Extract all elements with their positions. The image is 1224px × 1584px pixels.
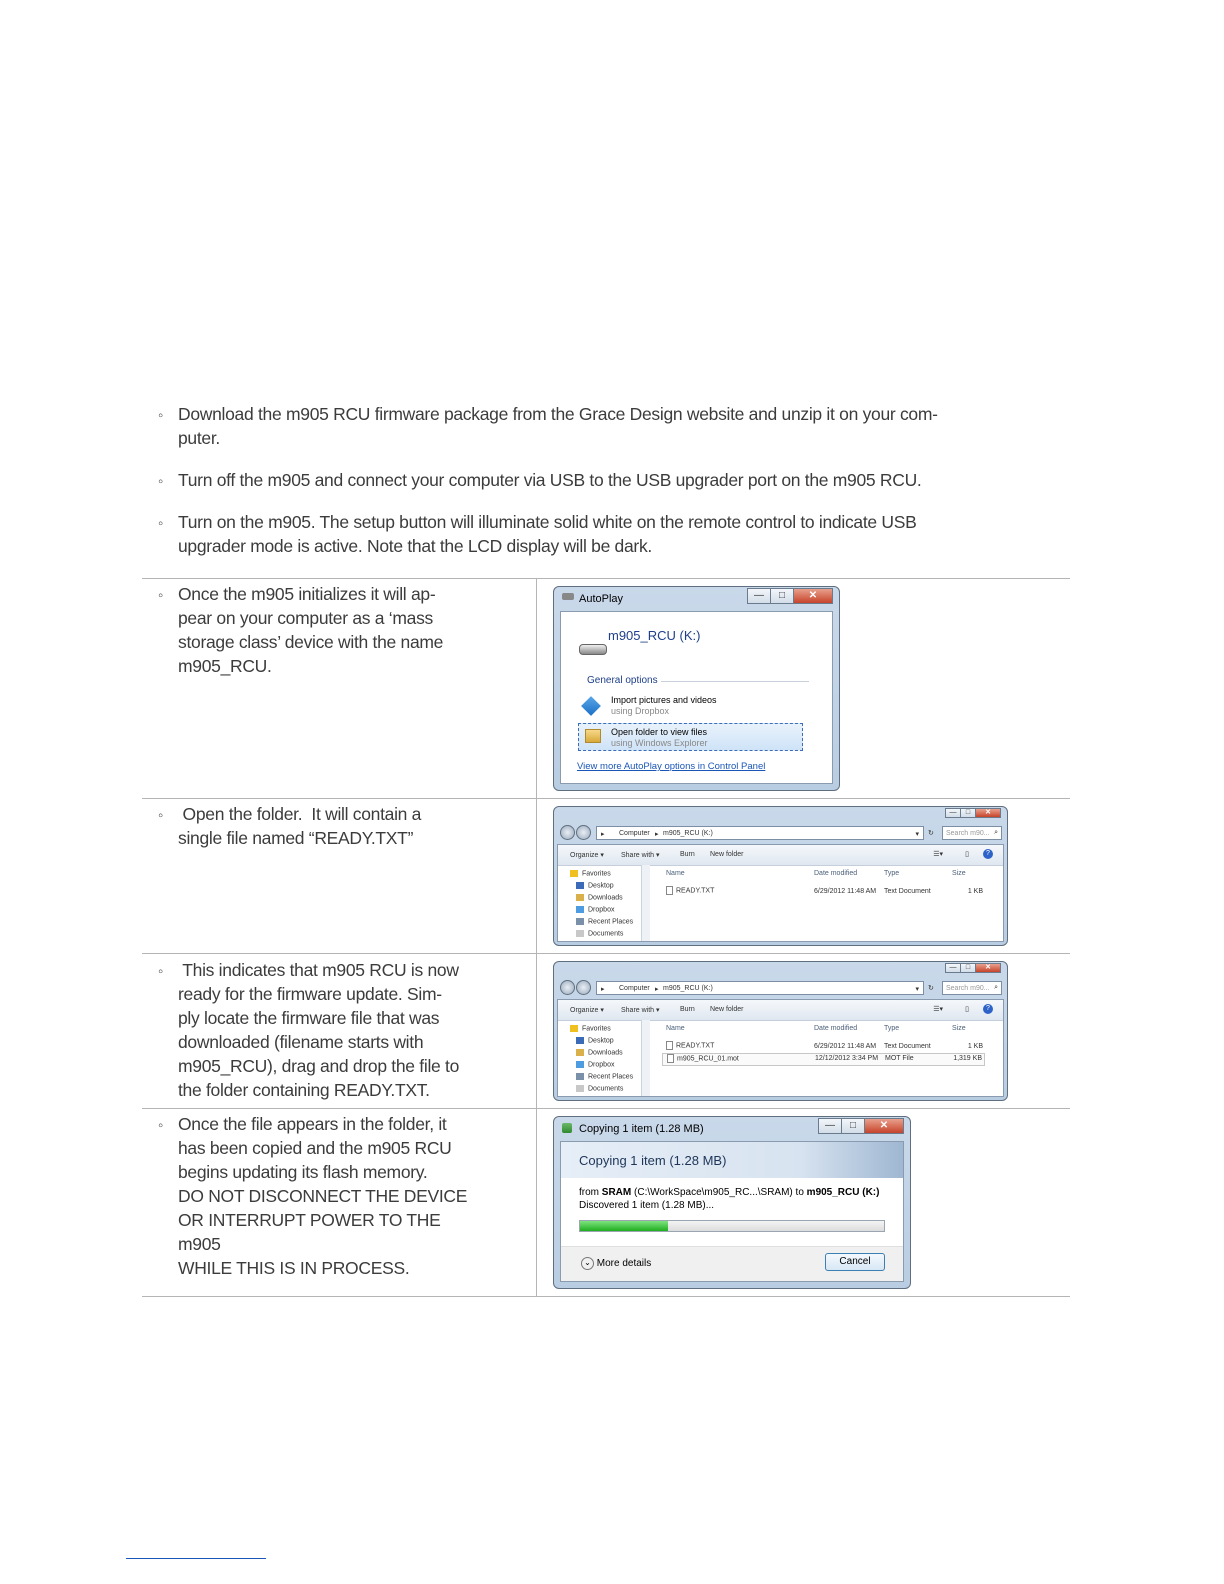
option-title: Open folder to view files <box>611 727 708 737</box>
file-name: READY.TXT <box>676 1042 715 1050</box>
close-button[interactable]: ✕ <box>864 1118 904 1134</box>
organize-button[interactable]: Organize ▾ <box>570 852 604 859</box>
table-rule <box>142 1296 1070 1297</box>
minimize-button[interactable]: — <box>945 808 961 818</box>
explorer-window-2 <box>553 961 1008 1101</box>
from-source: SRAM <box>601 1187 632 1198</box>
preview-pane-icon[interactable]: ▯ <box>965 1006 969 1013</box>
burn-button[interactable]: Burn <box>680 851 695 858</box>
footnote-rule <box>126 1558 266 1559</box>
chevron-right-icon: ▸ <box>655 831 659 838</box>
table-step-4-text: Once the file appears in the folder, it has been copied and the m905 RCU begins updating its flash memory. DO NOT DISCONNECT THE DEVICE OR INTERRUPT POWER TO THE m905 WHILE THIS IS IN PROCESS. <box>178 1114 468 1278</box>
table-row[interactable] <box>662 1041 997 1052</box>
navigation-scrollbar[interactable] <box>641 865 650 941</box>
copy-title: Copying 1 item (1.28 MB) <box>579 1123 704 1135</box>
bullet-glyph: ◦ <box>158 515 164 532</box>
copy-progress-bar <box>579 1220 885 1232</box>
file-size: 1,319 KB <box>953 1055 982 1062</box>
navigation-pane <box>558 865 650 941</box>
sidebar-item-label: Dropbox <box>588 906 615 914</box>
window-controls <box>946 963 1001 973</box>
table-rule <box>142 578 1070 579</box>
star-icon <box>570 870 578 877</box>
table-column-divider <box>536 578 537 1296</box>
window-controls <box>748 588 833 604</box>
explorer-toolbar <box>558 845 1003 866</box>
copy-from-to <box>579 1187 879 1198</box>
folder-icon <box>585 729 601 743</box>
forward-button[interactable] <box>576 980 591 995</box>
breadcrumb-drive[interactable]: m905_RCU (K:) <box>663 985 713 992</box>
chevron-right-icon: ▸ <box>655 986 659 993</box>
chevron-right-icon: ▸ <box>601 986 605 993</box>
to-label: to <box>795 1187 804 1198</box>
intro-step-1-text: Download the m905 RCU firmware package from the Grace Design website and unzip it on your com- puter. <box>178 404 938 448</box>
usb-drive-icon <box>579 644 607 655</box>
copy-progress-fill <box>580 1221 668 1231</box>
new-folder-button[interactable]: New folder <box>710 1006 744 1013</box>
file-list <box>662 1020 997 1096</box>
sidebar-item-label: Favorites <box>582 870 611 878</box>
discovered-text: Discovered 1 item (1.28 MB)... <box>579 1200 715 1211</box>
sidebar-item-label: Favorites <box>582 1025 611 1033</box>
breadcrumb-computer[interactable]: Computer <box>619 830 650 837</box>
column-header-type[interactable]: Type <box>884 1025 900 1032</box>
address-bar[interactable] <box>596 826 924 840</box>
file-type: Text Document <box>884 888 931 895</box>
from-path: (C:\WorkSpace\m905_RC...\SRAM) <box>634 1187 793 1198</box>
close-button[interactable]: ✕ <box>975 963 1001 973</box>
window-controls <box>946 808 1001 818</box>
explorer-window-1 <box>553 806 1008 946</box>
table-row[interactable] <box>662 886 997 897</box>
maximize-button[interactable]: □ <box>841 1118 865 1134</box>
from-label: from <box>579 1187 599 1198</box>
window-controls <box>819 1118 904 1134</box>
autoplay-window <box>553 586 840 791</box>
bullet-glyph: ◦ <box>158 1117 164 1134</box>
column-header-size[interactable]: Size <box>952 1025 966 1032</box>
option-title: Import pictures and videos <box>611 695 717 705</box>
breadcrumb-computer[interactable]: Computer <box>619 985 650 992</box>
sidebar-item-label: Dropbox <box>588 1061 615 1069</box>
control-panel-link[interactable]: View more AutoPlay options in Control Panel <box>577 761 766 772</box>
refresh-icon[interactable]: ↻ <box>928 985 934 992</box>
file-date: 6/29/2012 11:48 AM <box>814 1043 877 1050</box>
back-button[interactable] <box>560 980 575 995</box>
general-options-heading: General options <box>587 675 658 686</box>
dropbox-icon <box>581 696 601 716</box>
sidebar-item-label: Recent Places <box>588 1073 634 1081</box>
copy-titlebar <box>554 1117 910 1141</box>
recent-places-icon <box>576 1073 584 1080</box>
column-header-date[interactable]: Date modified <box>814 870 858 877</box>
bullet-glyph: ◦ <box>158 473 164 490</box>
file-date: 12/12/2012 3:34 PM <box>815 1055 879 1062</box>
open-folder-option[interactable] <box>578 723 803 751</box>
sidebar-item-desktop[interactable] <box>576 1037 614 1044</box>
sidebar-item-favorites[interactable] <box>570 1025 611 1032</box>
sidebar-item-label: Documents <box>588 1085 624 1093</box>
intro-step-3-text: Turn on the m905. The setup button will illuminate solid white on the remote control to indicate USB upgrader mode is active. Note that the LCD display will be dark. <box>178 512 917 556</box>
search-placeholder: Search m90... <box>946 985 990 992</box>
import-pictures-option[interactable] <box>579 694 804 720</box>
explorer-toolbar <box>558 1000 1003 1021</box>
chevron-down-icon[interactable]: ▾ <box>915 831 919 838</box>
new-folder-button[interactable]: New folder <box>710 851 744 858</box>
column-header-date[interactable]: Date modified <box>814 1025 858 1032</box>
file-size: 1 KB <box>967 888 983 895</box>
bullet-glyph: ◦ <box>158 587 164 604</box>
desktop-icon <box>576 882 584 889</box>
option-subtitle: using Windows Explorer <box>611 738 708 748</box>
column-header-size[interactable]: Size <box>952 870 966 877</box>
close-button[interactable]: ✕ <box>975 808 1001 818</box>
drive-icon <box>562 593 574 600</box>
maximize-button[interactable]: □ <box>770 588 794 604</box>
downloads-icon <box>576 1049 584 1056</box>
sidebar-item-favorites[interactable] <box>570 870 611 877</box>
chevron-down-icon[interactable]: ▾ <box>915 986 919 993</box>
sidebar-item-recent-places[interactable] <box>576 918 633 925</box>
back-button[interactable] <box>560 825 575 840</box>
minimize-button[interactable]: — <box>945 963 961 973</box>
minimize-button[interactable]: — <box>747 588 771 604</box>
close-button[interactable]: ✕ <box>793 588 833 604</box>
text-file-icon <box>666 1041 673 1050</box>
text-file-icon <box>666 886 673 895</box>
file-name: READY.TXT <box>676 887 715 895</box>
file-size: 1 KB <box>967 1043 983 1050</box>
device-name: m905_RCU (K:) <box>608 628 701 643</box>
sidebar-item-label: Desktop <box>588 1037 614 1045</box>
table-rule <box>142 798 1070 799</box>
sidebar-item-label: Downloads <box>588 1049 623 1057</box>
column-header-name[interactable]: Name <box>666 1025 685 1032</box>
sidebar-item-desktop[interactable] <box>576 882 614 889</box>
table-rule <box>142 1108 1070 1109</box>
bullet-glyph: ◦ <box>158 963 164 980</box>
autoplay-titlebar <box>554 587 839 611</box>
copy-icon <box>562 1123 572 1133</box>
explorer-client <box>557 999 1004 1097</box>
file-type: Text Document <box>884 1043 931 1050</box>
sidebar-item-label: Desktop <box>588 882 614 890</box>
sidebar-item-downloads[interactable] <box>576 1049 623 1056</box>
dropbox-icon <box>576 1061 584 1068</box>
documents-icon <box>576 1085 584 1092</box>
address-bar[interactable] <box>596 981 924 995</box>
preview-pane-icon[interactable]: ▯ <box>965 851 969 858</box>
bullet-glyph: ◦ <box>158 407 164 424</box>
file-list <box>662 865 997 941</box>
more-details-toggle[interactable] <box>581 1257 651 1270</box>
chevron-down-icon: ⌄ <box>581 1257 594 1270</box>
maximize-button[interactable]: □ <box>960 963 976 973</box>
refresh-icon[interactable]: ↻ <box>928 830 934 837</box>
autoplay-client <box>560 611 833 784</box>
sidebar-item-dropbox[interactable] <box>576 1061 614 1068</box>
dropbox-icon <box>576 906 584 913</box>
to-destination: m905_RCU (K:) <box>806 1187 880 1198</box>
bullet-glyph: ◦ <box>158 807 164 824</box>
help-icon[interactable]: ? <box>983 849 993 859</box>
view-options-icon[interactable]: ☰▾ <box>933 1006 943 1013</box>
documents-icon <box>576 930 584 937</box>
file-name: m905_RCU_01.mot <box>677 1055 739 1063</box>
file-date: 6/29/2012 11:48 AM <box>814 888 877 895</box>
maximize-button[interactable]: □ <box>960 808 976 818</box>
table-step-1-text: Once the m905 initializes it will ap- pear on your computer as a ‘mass storage class’ device with the name m905_RCU. <box>178 584 444 676</box>
sidebar-item-dropbox[interactable] <box>576 906 614 913</box>
desktop-icon <box>576 1037 584 1044</box>
sidebar-item-label: Downloads <box>588 894 623 902</box>
mot-file-icon <box>667 1054 674 1063</box>
search-input[interactable] <box>942 826 1002 840</box>
copy-client <box>560 1141 904 1282</box>
copy-header <box>561 1142 903 1178</box>
breadcrumb-drive[interactable]: m905_RCU (K:) <box>663 830 713 837</box>
column-header-type[interactable]: Type <box>884 870 900 877</box>
forward-button[interactable] <box>576 825 591 840</box>
table-row-selected[interactable] <box>662 1053 985 1066</box>
copy-footer <box>561 1246 903 1281</box>
option-subtitle: using Dropbox <box>611 706 670 716</box>
intro-step-2-text: Turn off the m905 and connect your computer via USB to the USB upgrader port on the m905 RCU. <box>178 470 922 490</box>
file-type: MOT File <box>885 1055 914 1062</box>
sidebar-item-recent-places[interactable] <box>576 1073 633 1080</box>
section-divider <box>661 681 809 682</box>
view-options-icon[interactable]: ☰▾ <box>933 851 943 858</box>
more-details-label: More details <box>596 1258 652 1270</box>
navigation-pane <box>558 1020 650 1096</box>
explorer-client <box>557 844 1004 942</box>
share-with-button[interactable]: Share with ▾ <box>621 852 660 859</box>
minimize-button[interactable]: — <box>818 1118 842 1134</box>
help-icon[interactable]: ? <box>983 1004 993 1014</box>
sidebar-item-downloads[interactable] <box>576 894 623 901</box>
search-input[interactable] <box>942 981 1002 995</box>
sidebar-item-label: Documents <box>588 930 624 938</box>
search-placeholder: Search m90... <box>946 830 990 837</box>
organize-button[interactable]: Organize ▾ <box>570 1007 604 1014</box>
downloads-icon <box>576 894 584 901</box>
table-step-3-text: This indicates that m905 RCU is now ready for the firmware update. Sim- ply locate the firmware file that was downloaded (filename starts with m905_RCU), drag and drop the file to the folder containing READY.TXT. <box>178 960 460 1100</box>
autoplay-title: AutoPlay <box>579 593 624 605</box>
cancel-button[interactable]: Cancel <box>825 1253 885 1271</box>
sidebar-item-documents[interactable] <box>576 1085 623 1092</box>
share-with-button[interactable]: Share with ▾ <box>621 1007 660 1014</box>
copy-heading: Copying 1 item (1.28 MB) <box>579 1153 727 1168</box>
sidebar-item-label: Recent Places <box>588 918 634 926</box>
table-rule <box>142 953 1070 954</box>
sidebar-item-documents[interactable] <box>576 930 623 937</box>
navigation-scrollbar[interactable] <box>641 1020 650 1096</box>
search-icon: ⌕ <box>994 984 998 991</box>
column-header-name[interactable]: Name <box>666 870 685 877</box>
chevron-right-icon: ▸ <box>601 831 605 838</box>
burn-button[interactable]: Burn <box>680 1006 695 1013</box>
table-step-2-text: Open the folder. It will contain a single file named “READY.TXT” <box>178 804 422 848</box>
copy-dialog <box>553 1116 911 1289</box>
search-icon: ⌕ <box>994 829 998 836</box>
recent-places-icon <box>576 918 584 925</box>
star-icon <box>570 1025 578 1032</box>
